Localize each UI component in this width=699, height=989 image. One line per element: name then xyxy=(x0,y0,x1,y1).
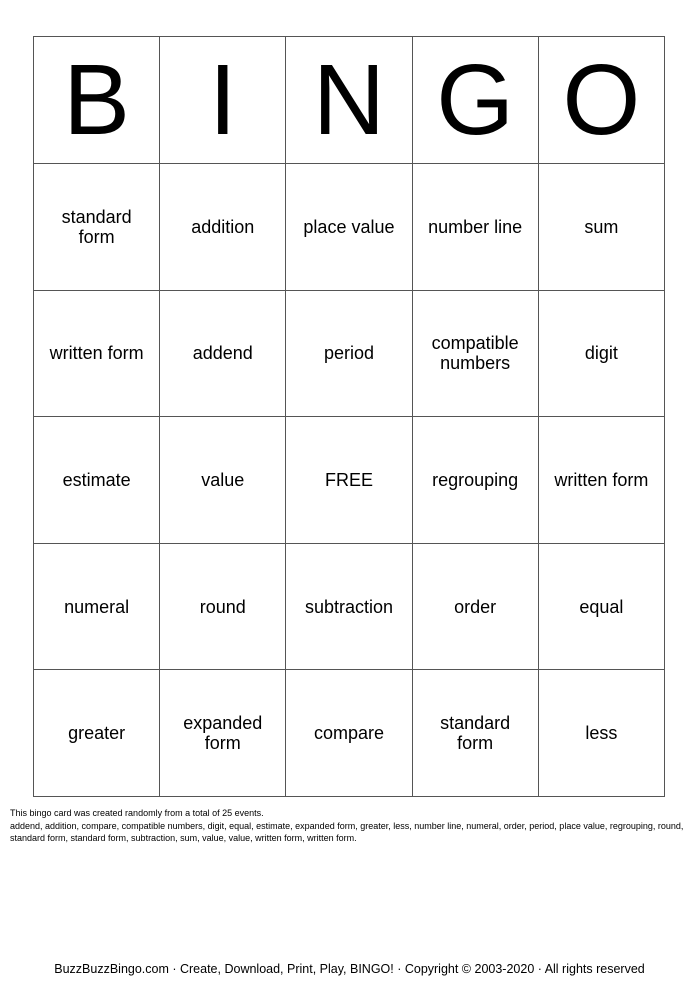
bingo-cell: compatible numbers xyxy=(412,290,538,417)
bingo-cell: order xyxy=(412,543,538,670)
bingo-card xyxy=(33,36,665,797)
free-space-cell: FREE xyxy=(286,417,412,544)
bingo-cell: standard form xyxy=(34,164,160,291)
card-info xyxy=(10,807,695,845)
bingo-cell: standard form xyxy=(412,670,538,797)
bingo-cell: greater xyxy=(34,670,160,797)
bingo-cell: value xyxy=(160,417,286,544)
bingo-cell: period xyxy=(286,290,412,417)
header-letter-n: N xyxy=(286,37,412,164)
bingo-cell: equal xyxy=(538,543,664,670)
bingo-cell: subtraction xyxy=(286,543,412,670)
header-letter-g: G xyxy=(412,37,538,164)
header-letter-i: I xyxy=(160,37,286,164)
bingo-cell: estimate xyxy=(34,417,160,544)
bingo-row xyxy=(34,290,665,417)
header-letter-o: O xyxy=(538,37,664,164)
bingo-row xyxy=(34,670,665,797)
bingo-cell: expanded form xyxy=(160,670,286,797)
bingo-cell: addition xyxy=(160,164,286,291)
bingo-cell: less xyxy=(538,670,664,797)
card-info-summary: This bingo card was created randomly from a total of 25 events. xyxy=(10,808,264,818)
footer-copyright: BuzzBuzzBingo.com · Create, Download, Print, Play, BINGO! · Copyright © 2003-2020 · All rights reserved xyxy=(54,962,645,976)
bingo-cell: digit xyxy=(538,290,664,417)
bingo-cell: compare xyxy=(286,670,412,797)
bingo-header-row xyxy=(34,37,665,164)
bingo-cell: round xyxy=(160,543,286,670)
bingo-row xyxy=(34,164,665,291)
bingo-cell: written form xyxy=(34,290,160,417)
bingo-cell: numeral xyxy=(34,543,160,670)
bingo-cell: sum xyxy=(538,164,664,291)
bingo-cell: written form xyxy=(538,417,664,544)
card-info-event-list: addend, addition, compare, compatible numbers, digit, equal, estimate, expanded form, greater, less, number line, numeral, order, period, place value, regrouping, round, standard form, standard form, subtraction, sum, value, value, written form, written form. xyxy=(10,820,684,843)
bingo-row xyxy=(34,543,665,670)
bingo-cell: number line xyxy=(412,164,538,291)
bingo-cell: place value xyxy=(286,164,412,291)
bingo-row xyxy=(34,417,665,544)
header-letter-b: B xyxy=(34,37,160,164)
bingo-cell: addend xyxy=(160,290,286,417)
bingo-cell: regrouping xyxy=(412,417,538,544)
